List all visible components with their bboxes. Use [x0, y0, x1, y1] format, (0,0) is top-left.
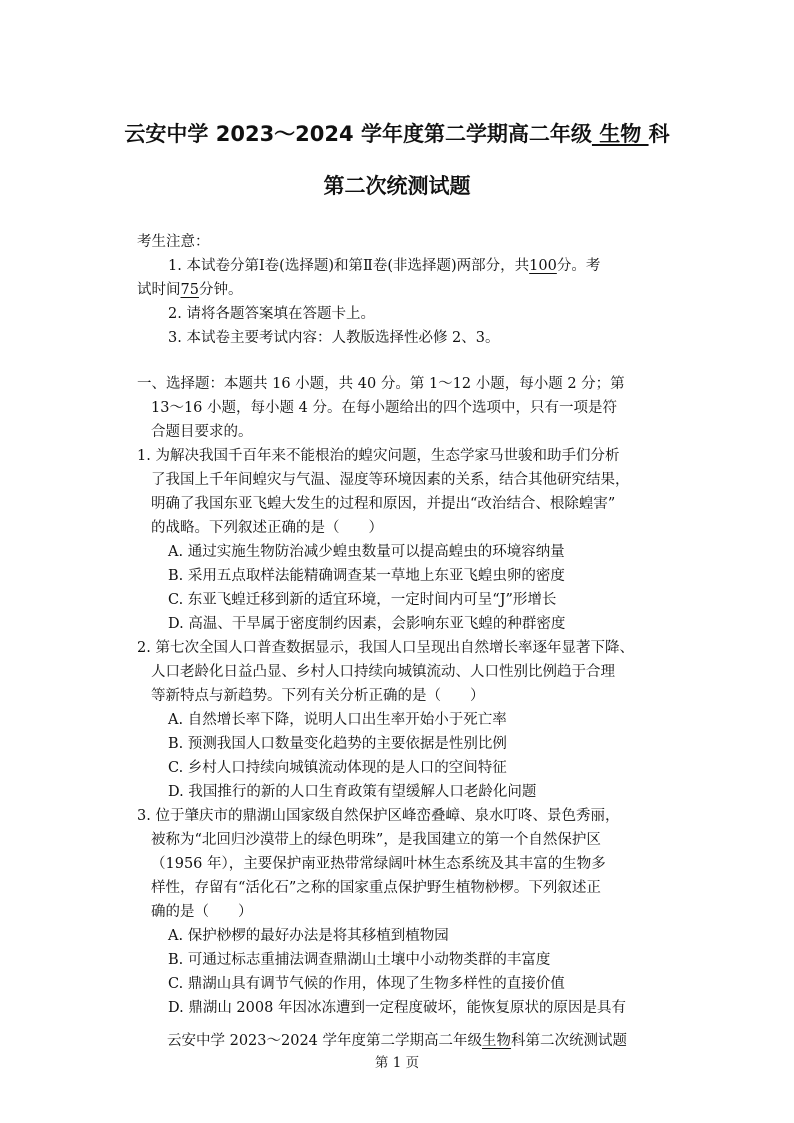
q1-option-c: C. 东亚飞蝗迁移到新的适宜环境，一定时间内可呈“J”形增长 — [168, 592, 557, 608]
q3-option-d: D. 鼎湖山 2008 年因冰冻遭到一定程度破坏，能恢复原状的原因是具有 — [168, 1000, 626, 1016]
q3-option-c: C. 鼎湖山具有调节气候的作用，体现了生物多样性的直接价值 — [168, 976, 565, 992]
q2-stem-line-2: 人口老龄化日益凸显、乡村人口持续向城镇流动、人口性别比例趋于合理 — [151, 664, 615, 680]
notice-item-1: 1. 本试卷分第Ⅰ卷(选择题)和第Ⅱ卷(非选择题)两部分，共100分。考 — [168, 258, 601, 274]
exam-title — [0, 118, 794, 148]
footer-title: 云安中学 2023～2024 学年度第二学期高二年级生物科第二次统测试题 — [166, 1033, 628, 1049]
q2-option-c: C. 乡村人口持续向城镇流动体现的是人口的空间特征 — [168, 760, 507, 776]
section-heading-line-2: 13～16 小题，每小题 4 分。在每小题给出的四个选项中，只有一项是符 — [151, 400, 617, 416]
q3-stem-line-3: （1956 年），主要保护南亚热带常绿阔叶林生态系统及其丰富的生物多 — [151, 856, 606, 872]
q3-option-a: A. 保护桫椤的最好办法是将其移植到植物园 — [168, 928, 449, 944]
q3-stem-line-5: 确的是（ ） — [151, 904, 253, 920]
q1-option-d: D. 高温、干旱属于密度制约因素，会影响东亚飞蝗的种群密度 — [168, 616, 566, 632]
notice-heading: 考生注意： — [137, 234, 210, 250]
q2-option-a: A. 自然增长率下降，说明人口出生率开始小于死亡率 — [168, 712, 507, 728]
title-prefix: 云安中学 2023～2024 学年度第二学期高二年级 — [124, 122, 592, 146]
q3-stem-line-2: 被称为“北回归沙漠带上的绿色明珠”，是我国建立的第一个自然保护区 — [151, 832, 601, 848]
q1-option-b: B. 采用五点取样法能精确调查某一草地上东亚飞蝗虫卵的密度 — [168, 568, 565, 584]
q1-stem-line-3: 明确了我国东亚飞蝗大发生的过程和原因，并提出“改治结合、根除蝗害” — [151, 496, 616, 512]
q1-option-a: A. 通过实施生物防治减少蝗虫数量可以提高蝗虫的环境容纳量 — [168, 544, 565, 560]
notice-item-1-cont: 试时间75分钟。 — [137, 282, 243, 298]
q2-option-d: D. 我国推行的新的人口生育政策有望缓解人口老龄化问题 — [168, 784, 537, 800]
exam-duration: 75 — [180, 282, 199, 298]
exam-subtitle: 第二次统测试题 — [323, 174, 471, 198]
notice-item-3: 3. 本试卷主要考试内容：人教版选择性必修 2、3。 — [168, 330, 500, 346]
q1-stem-line-2: 了我国上千年间蝗灾与气温、湿度等环境因素的关系，结合其他研究结果， — [151, 472, 630, 488]
total-score: 100 — [529, 258, 557, 274]
title-suffix: 科 — [648, 122, 670, 146]
subject-blank: 生物 — [591, 122, 649, 146]
section-heading-line-1: 一、选择题：本题共 16 小题，共 40 分。第 1～12 小题，每小题 2 分；第 — [137, 376, 625, 392]
q1-stem-line-1: 1. 为解决我国千百年来不能根治的蝗灾问题，生态学家马世骏和助手们分析 — [137, 448, 620, 464]
page-number: 第 1 页 — [374, 1055, 420, 1071]
q1-stem-line-4: 的战略。下列叙述正确的是（ ） — [151, 520, 383, 536]
q3-stem-line-4: 样性，存留有“活化石”之称的国家重点保护野生植物桫椤。下列叙述正 — [151, 880, 601, 896]
q2-stem-line-1: 2. 第七次全国人口普查数据显示，我国人口呈现出自然增长率逐年显著下降、 — [137, 640, 634, 656]
notice-item-2: 2. 请将各题答案填在答题卡上。 — [168, 306, 375, 322]
q3-stem-line-1: 3. 位于肇庆市的鼎湖山国家级自然保护区峰峦叠嶂、泉水叮咚、景色秀丽， — [137, 808, 620, 824]
footer-subject: 生物 — [482, 1033, 512, 1049]
q2-stem-line-3: 等新特点与新趋势。下列有关分析正确的是（ ） — [151, 688, 485, 704]
section-heading-line-3: 合题目要求的。 — [151, 424, 253, 440]
q2-option-b: B. 预测我国人口数量变化趋势的主要依据是性别比例 — [168, 736, 507, 752]
q3-option-b: B. 可通过标志重捕法调查鼎湖山土壤中小动物类群的丰富度 — [168, 952, 551, 968]
